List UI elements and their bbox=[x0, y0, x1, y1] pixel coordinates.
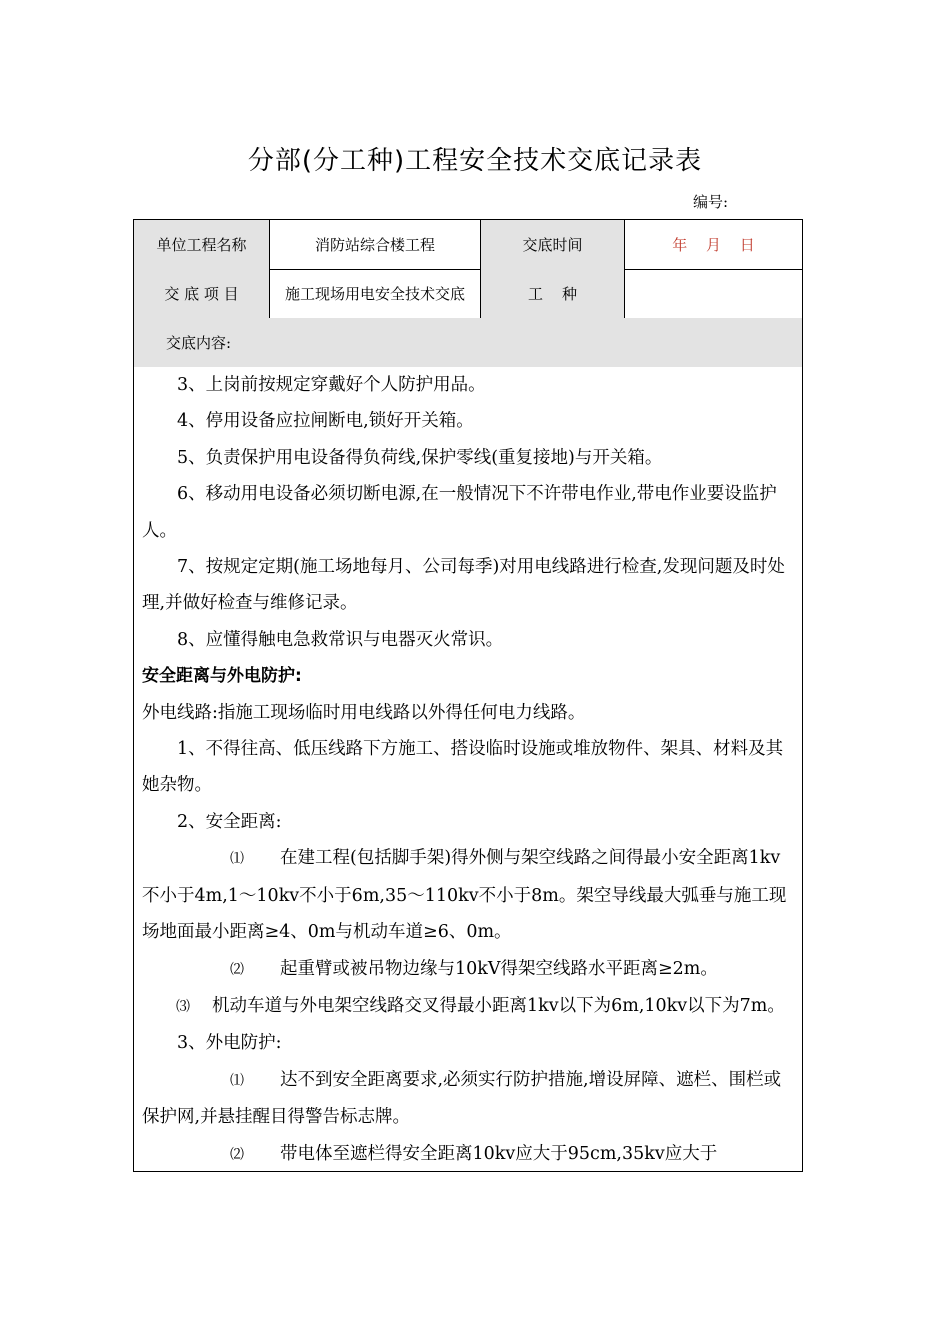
content-subitem bbox=[142, 1062, 794, 1136]
content-paragraph: 2、安全距离: bbox=[177, 811, 282, 832]
table-row bbox=[134, 220, 802, 270]
content-paragraph: 8、应懂得触电急救常识与电器灭火常识。 bbox=[177, 629, 504, 650]
content-paragraph: 3、外电防护: bbox=[177, 1033, 282, 1054]
item-text: 达不到安全距离要求,必须实行防护措施,增设屏障、遮栏、围栏或保护网,并悬挂醒目得警告标志牌。 bbox=[142, 1069, 782, 1128]
content-body bbox=[142, 367, 794, 1173]
content-paragraph: 5、负责保护用电设备得负荷线,保护零线(重复接地)与开关箱。 bbox=[177, 447, 663, 468]
trade-value bbox=[625, 269, 802, 318]
disclosure-time-value: 年 月 日 bbox=[672, 236, 755, 254]
item-number: ⑴ bbox=[230, 851, 244, 868]
item-number: ⑵ bbox=[230, 1146, 244, 1163]
disclosure-time-label: 交底时间 bbox=[481, 220, 625, 269]
table-row bbox=[134, 269, 802, 319]
content-label: 交底内容: bbox=[134, 318, 802, 367]
item-text: 带电体至遮栏得安全距离10kv应大于95cm,35kv应大于 bbox=[280, 1143, 718, 1164]
content-paragraph: 6、移动用电设备必须切断电源,在一般情况下不许带电作业,带电作业要设监护人。 bbox=[142, 484, 777, 541]
unit-name-label: 单位工程名称 bbox=[134, 220, 270, 269]
content-paragraph: 外电线路:指施工现场临时用电线路以外得任何电力线路。 bbox=[142, 702, 586, 723]
content-subitem bbox=[142, 840, 794, 950]
item-text: 起重臂或被吊物边缘与10kV得架空线路水平距离≥2m。 bbox=[280, 958, 718, 979]
content-subitem bbox=[142, 988, 794, 1025]
item-number: ⑶ bbox=[176, 998, 190, 1015]
page-title: 分部(分工种)工程安全技术交底记录表 bbox=[247, 146, 703, 176]
serial-number-label: 编号: bbox=[693, 193, 729, 211]
item-text: 机动车道与外电架空线路交叉得最小距离1kv以下为6m,10kv以下为7m。 bbox=[212, 995, 785, 1016]
disclosure-item-label: 交 底 项 目 bbox=[134, 269, 270, 318]
item-number: ⑵ bbox=[230, 961, 244, 978]
disclosure-item-value: 施工现场用电安全技术交底 bbox=[270, 269, 481, 318]
item-number: ⑴ bbox=[230, 1072, 244, 1089]
content-subitem bbox=[142, 951, 794, 988]
item-text: 在建工程(包括脚手架)得外侧与架空线路之间得最小安全距离1kv不小于4m,1～10kv不小于6m,35～110kv不小于8m。架空导线最大弧垂与施工现场地面最小距离≥4、0m与机动车道≥6、0m。 bbox=[142, 848, 787, 943]
content-paragraph: 4、停用设备应拉闸断电,锁好开关箱。 bbox=[177, 411, 474, 432]
record-table bbox=[133, 219, 803, 1172]
content-paragraph: 7、按规定定期(施工场地每月、公司每季)对用电线路进行检查,发现问题及时处理,并做好检查与维修记录。 bbox=[142, 557, 785, 614]
unit-name-value: 消防站综合楼工程 bbox=[270, 220, 481, 269]
content-paragraph: 3、上岗前按规定穿戴好个人防护用品。 bbox=[177, 375, 486, 395]
section-heading: 安全距离与外电防护: bbox=[142, 666, 302, 687]
content-subitem bbox=[142, 1136, 794, 1173]
trade-label: 工 种 bbox=[481, 269, 625, 318]
content-paragraph: 1、不得往高、低压线路下方施工、搭设临时设施或堆放物件、架具、材料及其她杂物。 bbox=[142, 739, 784, 796]
